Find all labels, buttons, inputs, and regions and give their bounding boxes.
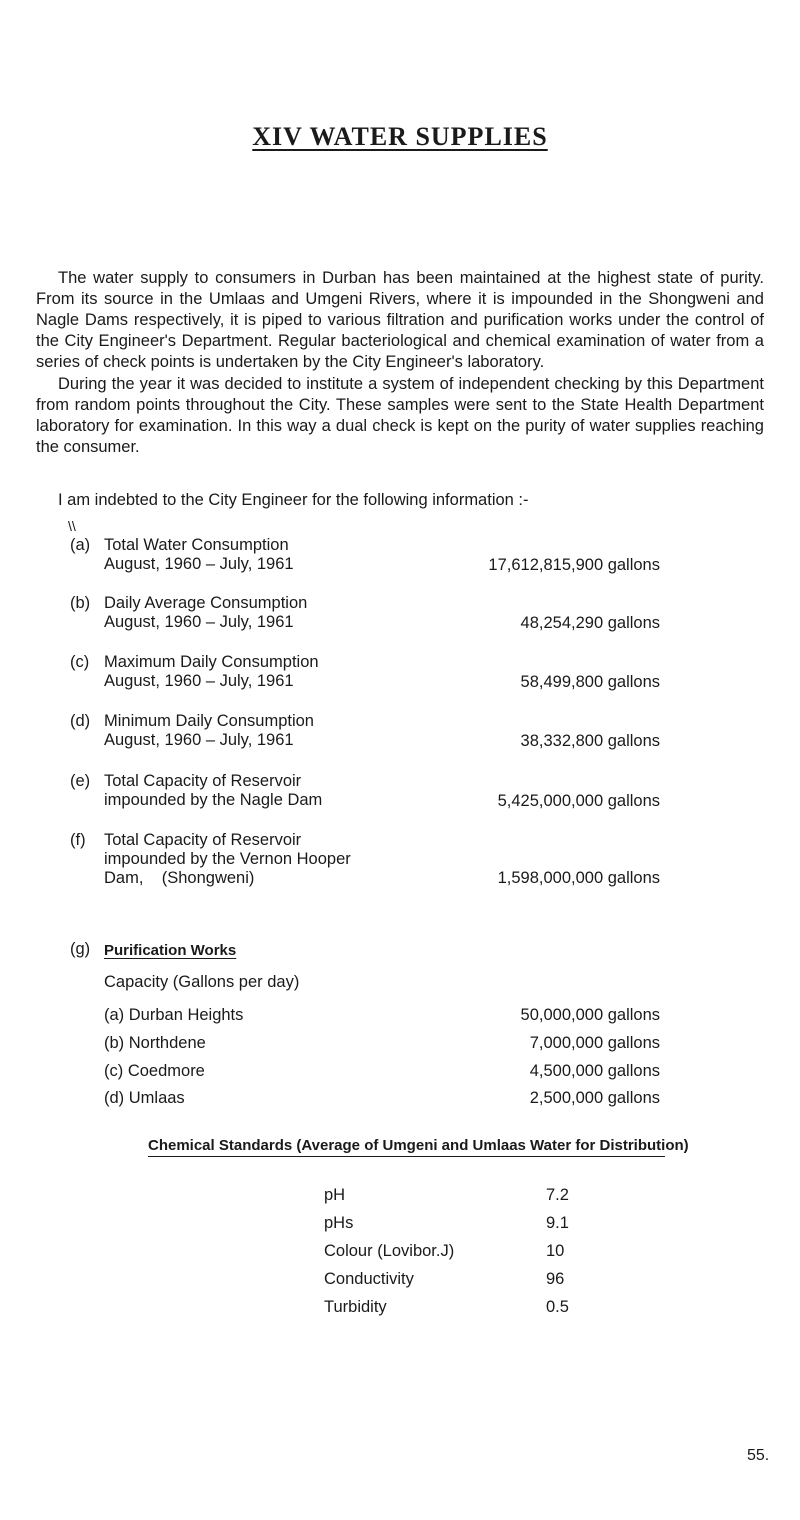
item-value: 1,598,000,000 gallons [497, 869, 660, 887]
works-capacity: 7,000,000 gallons [529, 1034, 660, 1052]
capacity-label: Capacity (Gallons per day) [104, 973, 300, 991]
works-name: (d) Umlaas [104, 1089, 185, 1107]
intro-text: I am indebted to the City Engineer for the following information :- [58, 491, 529, 509]
item-label: (b) [70, 594, 91, 612]
works-capacity: 4,500,000 gallons [529, 1062, 660, 1080]
paragraph-water-supply: The water supply to consumers in Durban has been maintained at the highest state of purity. From its source in the Umlaas and Umgeni Rivers, where it is impounded in the Shongweni and Nagle Dams respectively, it is piped to various filtration and purification works under the control of the City Engineer's Department. Regular bacteriological and chemical examination of water from a series of check points is undertaken by the City Engineer's laboratory. [36, 269, 764, 371]
item-label: (d) [70, 712, 91, 730]
item-label: (a) [70, 536, 91, 554]
item-period: impounded by the Nagle Dam [104, 791, 323, 809]
item-value: 38,332,800 gallons [520, 732, 660, 750]
item-period: August, 1960 – July, 1961 [104, 613, 294, 631]
paragraph-independent-checking: During the year it was decided to institute a system of independent checking by this Department from random points throughout the City. These samples were sent to the State Health Department laboratory for examination. In this way a dual check is kept on the purity of water supplies reaching the consumer. [36, 375, 764, 456]
item-title: Total Water Consumption [104, 536, 289, 554]
item-period: Dam, (Shongweni) [104, 869, 255, 887]
works-name: (b) Northdene [104, 1034, 206, 1052]
works-name: (a) Durban Heights [104, 1006, 244, 1024]
chemical-parameter: Turbidity [324, 1298, 387, 1316]
item-title: Maximum Daily Consumption [104, 653, 319, 671]
chemical-value: 0.5 [546, 1298, 569, 1316]
item-value: 48,254,290 gallons [520, 614, 660, 632]
item-label: (g) [70, 940, 91, 958]
item-value: 5,425,000,000 gallons [497, 792, 660, 810]
purification-heading: Purification Works [104, 942, 237, 959]
chemical-value: 7.2 [546, 1186, 569, 1204]
works-name: (c) Coedmore [104, 1062, 205, 1080]
chemical-value: 96 [546, 1270, 565, 1288]
item-title: Total Capacity of Reservoir [104, 831, 302, 849]
item-value: 17,612,815,900 gallons [488, 556, 660, 574]
item-label: (f) [70, 831, 86, 849]
chemical-parameter: pH [324, 1186, 346, 1204]
works-capacity: 2,500,000 gallons [529, 1089, 660, 1107]
item-period: August, 1960 – July, 1961 [104, 731, 294, 749]
item-period: August, 1960 – July, 1961 [104, 672, 294, 690]
item-period: August, 1960 – July, 1961 [104, 555, 294, 573]
page-title: XIV WATER SUPPLIES [252, 122, 548, 151]
chemical-parameter: pHs [324, 1214, 354, 1232]
chemical-parameter: Colour (Lovibor.J) [324, 1242, 455, 1260]
chemical-parameter: Conductivity [324, 1270, 414, 1288]
item-subtitle: impounded by the Vernon Hooper [104, 850, 351, 868]
chemical-value: 10 [546, 1242, 565, 1260]
item-label: (e) [70, 772, 91, 790]
page-number: 55. [747, 1447, 770, 1464]
item-label: (c) [70, 653, 90, 671]
chemical-standards-heading: Chemical Standards (Average of Umgeni and Umlaas Water for Distribution) [148, 1137, 665, 1157]
works-capacity: 50,000,000 gallons [520, 1006, 660, 1024]
item-title: Minimum Daily Consumption [104, 712, 314, 730]
quote-mark: \\ [68, 518, 76, 534]
item-title: Total Capacity of Reservoir [104, 772, 302, 790]
item-title: Daily Average Consumption [104, 594, 308, 612]
item-value: 58,499,800 gallons [520, 673, 660, 691]
chemical-value: 9.1 [546, 1214, 569, 1232]
